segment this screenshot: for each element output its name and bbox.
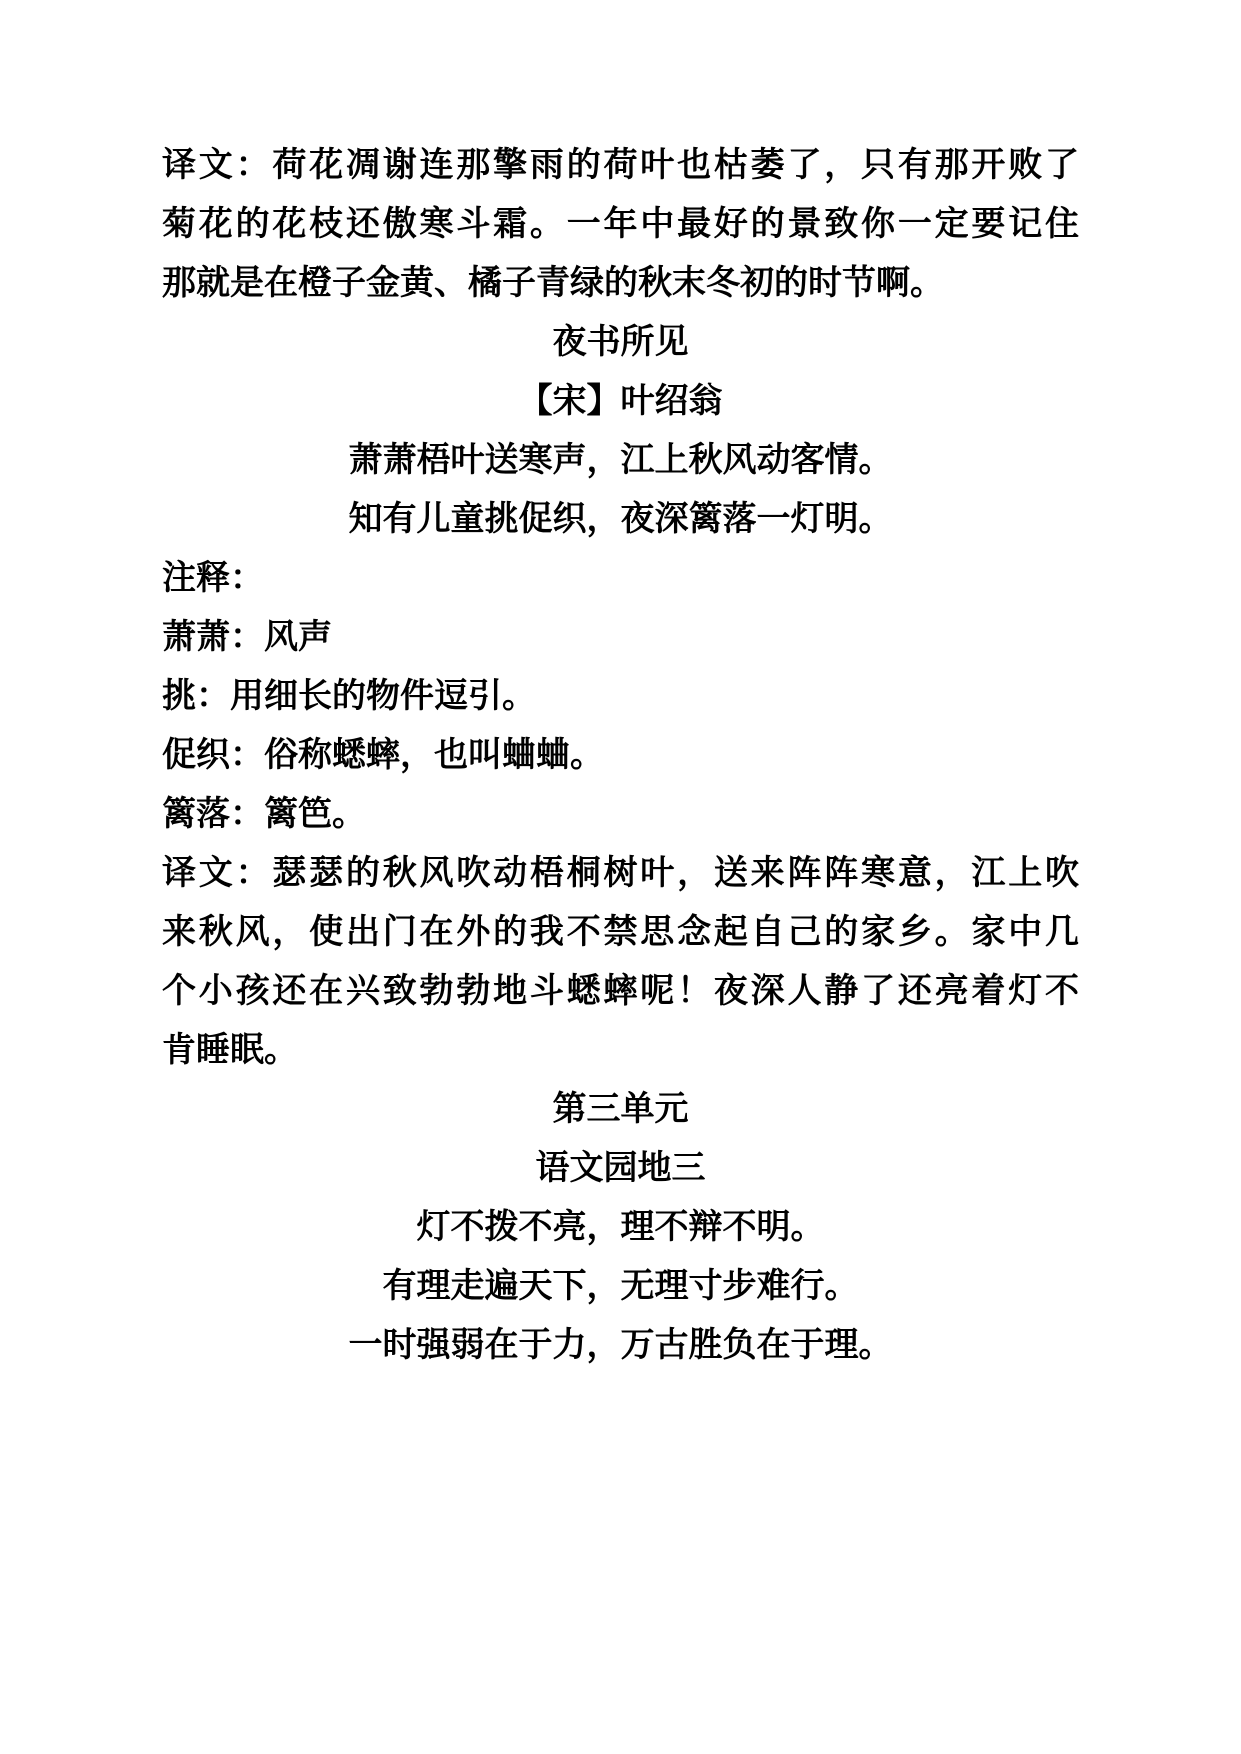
poem-title: 夜书所见	[552, 324, 689, 361]
proverb-2: 有理走遍天下，无理寸步难行。	[382, 1268, 859, 1305]
note-cuzhi: 促织：俗称蟋蟀，也叫蛐蛐。	[162, 737, 604, 774]
note-tiao: 挑：用细长的物件逗引。	[162, 678, 536, 715]
proverb-3: 一时强弱在于力，万古胜负在于理。	[348, 1327, 893, 1364]
translation2-line4: 肯睡眠。	[162, 1032, 298, 1069]
poem-line-2: 知有儿童挑促织，夜深篱落一灯明。	[348, 501, 893, 538]
note-liluo: 篱落：篱笆。	[162, 796, 366, 833]
translation1-line1: 译文：荷花凋谢连那擎雨的荷叶也枯萎了，只有那开败了	[162, 147, 1079, 184]
garden-heading: 语文园地三	[535, 1150, 706, 1187]
translation1-line2: 菊花的花枝还傲寒斗霜。一年中最好的景致你一定要记住	[162, 206, 1079, 243]
unit-heading: 第三单元	[552, 1091, 689, 1128]
translation2-line3: 个小孩还在兴致勃勃地斗蟋蟀呢！夜深人静了还亮着灯不	[162, 973, 1079, 1010]
translation2-line1: 译文：瑟瑟的秋风吹动梧桐树叶，送来阵阵寒意，江上吹	[162, 855, 1079, 892]
translation1-line3: 那就是在橙子金黄、橘子青绿的秋末冬初的时节啊。	[162, 265, 944, 302]
poem-author: 【宋】叶绍翁	[518, 383, 723, 420]
notes-heading: 注释：	[162, 560, 264, 597]
translation2-line2: 来秋风，使出门在外的我不禁思念起自己的家乡。家中几	[162, 914, 1079, 951]
note-xiaoxiao: 萧萧：风声	[162, 619, 332, 656]
proverb-1: 灯不拨不亮，理不辩不明。	[416, 1209, 825, 1246]
poem-line-1: 萧萧梧叶送寒声，江上秋风动客情。	[348, 442, 893, 479]
